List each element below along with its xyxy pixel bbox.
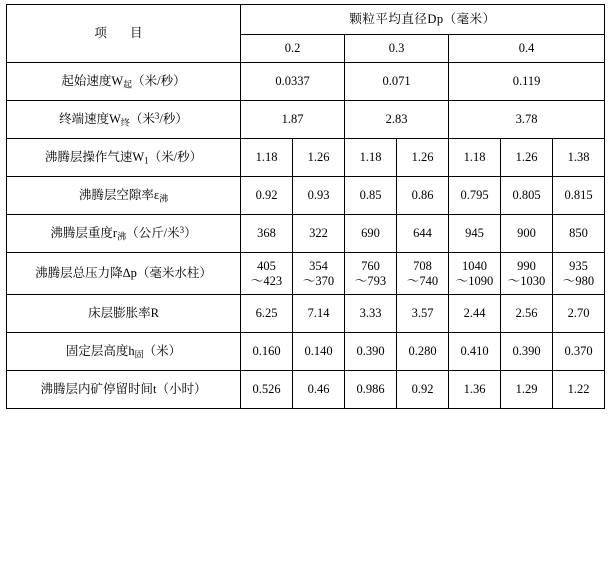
cell-value: 0.280: [397, 333, 449, 371]
header-dp-label: 颗粒平均直径Dp（毫米）: [241, 5, 605, 35]
row-label-7: [7, 333, 241, 371]
cell-value: 0.526: [241, 371, 293, 409]
row-label-1-text: 终端速度W: [59, 112, 121, 127]
row-label-4-text: 沸腾层重度r: [50, 226, 118, 241]
table-row: [7, 101, 605, 139]
cell-value-bottom: ～370: [302, 273, 335, 288]
cell-value: 0.815: [553, 177, 605, 215]
cell-value-bottom: ～793: [354, 273, 387, 288]
cell-value: 3.78: [449, 101, 605, 139]
cell-value: 7.14: [293, 295, 345, 333]
cell-value: 0.93: [293, 177, 345, 215]
cell-value: [501, 253, 553, 295]
header-dp-value-1: 0.3: [345, 35, 449, 63]
cell-value: 644: [397, 215, 449, 253]
row-label-4: [7, 215, 241, 253]
cell-value: 900: [501, 215, 553, 253]
cell-value: 1.18: [345, 139, 397, 177]
row-label-7-post: （米）: [143, 343, 182, 358]
header-dp-value-0: 0.2: [241, 35, 345, 63]
cell-value: 3.57: [397, 295, 449, 333]
cell-value: 0.86: [397, 177, 449, 215]
cell-value: 2.56: [501, 295, 553, 333]
row-label-5: [7, 253, 241, 295]
row-label-1-post2: /秒）: [159, 112, 188, 127]
table-header-row-dp: [7, 5, 605, 35]
cell-value-top: 990: [517, 259, 536, 274]
row-label-0-sub: 起: [123, 78, 133, 89]
row-label-3-text: 沸腾层空隙率ε: [78, 187, 160, 202]
cell-value: 1.36: [449, 371, 501, 409]
cell-value-bottom: ～740: [406, 273, 439, 288]
cell-value: 0.92: [241, 177, 293, 215]
cell-value: [449, 253, 501, 295]
row-label-0-post: （米/秒）: [132, 73, 186, 88]
cell-value: 0.140: [293, 333, 345, 371]
cell-value-bottom: ～423: [250, 273, 283, 288]
cell-value: 368: [241, 215, 293, 253]
row-label-2-sub: 1: [144, 154, 149, 165]
row-label-2-post: （米/秒）: [148, 149, 203, 164]
row-label-2-text: 沸腾层操作气速W: [44, 149, 145, 164]
cell-value: 6.25: [241, 295, 293, 333]
header-item-label: 项 目: [7, 5, 241, 63]
cell-value: 850: [553, 215, 605, 253]
cell-value: 0.805: [501, 177, 553, 215]
row-label-7-text: 固定层高度h: [65, 343, 135, 358]
cell-value: 1.26: [501, 139, 553, 177]
cell-value: 1.18: [449, 139, 501, 177]
cell-value: 0.071: [345, 63, 449, 101]
cell-value: 0.795: [449, 177, 501, 215]
cell-value: 945: [449, 215, 501, 253]
row-label-0-text: 起始速度W: [61, 73, 124, 88]
row-label-4-post2: ）: [184, 226, 197, 241]
header-dp-value-2: 0.4: [449, 35, 605, 63]
row-label-7-sub: 固: [134, 348, 144, 359]
row-label-1: [7, 101, 241, 139]
cell-value: 0.390: [345, 333, 397, 371]
cell-value: 2.70: [553, 295, 605, 333]
row-label-4-sub: 沸: [117, 231, 127, 242]
cell-value: 0.85: [345, 177, 397, 215]
row-label-8-text: 沸腾层内矿停留时间t（小时）: [40, 382, 207, 397]
cell-value-top: 1040: [462, 259, 487, 274]
row-label-8: [7, 371, 241, 409]
cell-value: [241, 253, 293, 295]
cell-value-bottom: ～980: [562, 273, 595, 288]
row-label-5-text: 沸腾层总压力降Δp（毫米水柱）: [35, 266, 212, 281]
cell-value: 0.986: [345, 371, 397, 409]
table-row: [7, 253, 605, 295]
cell-value-bottom: ～1090: [455, 273, 494, 288]
cell-value-bottom: ～1030: [507, 273, 546, 288]
table-row: [7, 177, 605, 215]
cell-value: 0.160: [241, 333, 293, 371]
cell-value: 1.26: [293, 139, 345, 177]
cell-value: 1.87: [241, 101, 345, 139]
row-label-1-sup: 3: [154, 111, 160, 122]
cell-value: 0.370: [553, 333, 605, 371]
cell-value-top: 760: [361, 259, 380, 274]
row-label-3: [7, 177, 241, 215]
table-row: [7, 215, 605, 253]
cell-value: 1.29: [501, 371, 553, 409]
table-row: [7, 333, 605, 371]
row-label-1-post: （米: [129, 112, 155, 127]
cell-value: 1.26: [397, 139, 449, 177]
cell-value: [553, 253, 605, 295]
row-label-3-sub: 沸: [159, 192, 169, 203]
cell-value: 2.83: [345, 101, 449, 139]
table-row: [7, 295, 605, 333]
cell-value: 1.38: [553, 139, 605, 177]
cell-value: 2.44: [449, 295, 501, 333]
row-label-1-sub: 终: [120, 117, 130, 128]
cell-value-top: 708: [413, 259, 432, 274]
row-label-0: [7, 63, 241, 101]
cell-value: 0.410: [449, 333, 501, 371]
row-label-2: [7, 139, 241, 177]
cell-value: 0.119: [449, 63, 605, 101]
cell-value: 1.18: [241, 139, 293, 177]
row-label-6: [7, 295, 241, 333]
cell-value: [345, 253, 397, 295]
row-label-6-text: 床层膨胀率R: [88, 306, 159, 321]
table-row: [7, 371, 605, 409]
cell-value: [293, 253, 345, 295]
cell-value: 1.22: [553, 371, 605, 409]
cell-value: 0.0337: [241, 63, 345, 101]
cell-value: 0.390: [501, 333, 553, 371]
data-table: [6, 4, 605, 409]
table-row: [7, 139, 605, 177]
cell-value: 0.46: [293, 371, 345, 409]
cell-value: 322: [293, 215, 345, 253]
cell-value-top: 354: [309, 259, 328, 274]
cell-value: 3.33: [345, 295, 397, 333]
cell-value-top: 405: [257, 259, 276, 274]
cell-value-top: 935: [569, 259, 588, 274]
table-row: [7, 63, 605, 101]
cell-value: 690: [345, 215, 397, 253]
row-label-4-sup: 3: [179, 225, 185, 236]
row-label-4-post: （公斤/米: [126, 226, 180, 241]
cell-value: 0.92: [397, 371, 449, 409]
cell-value: [397, 253, 449, 295]
